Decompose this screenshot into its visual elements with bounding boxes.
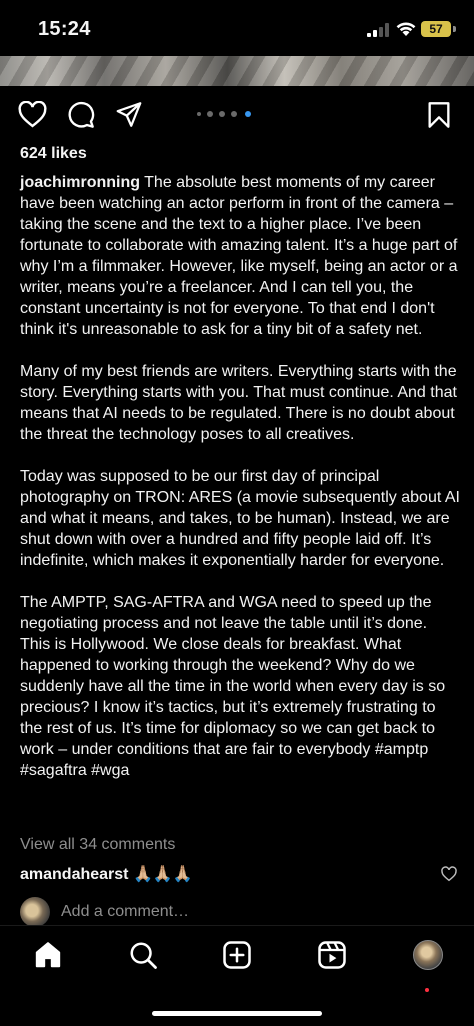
post-caption	[20, 172, 460, 802]
view-all-comments-link[interactable]: View all 34 comments	[20, 836, 176, 853]
reels-icon[interactable]	[317, 940, 347, 970]
cellular-signal-icon	[367, 23, 391, 37]
caption-username[interactable]: joachimronning	[20, 174, 140, 191]
avatar	[20, 897, 50, 927]
carousel-dot	[231, 111, 237, 117]
likes-count[interactable]: 624 likes	[20, 145, 87, 162]
battery-tip	[453, 26, 456, 32]
carousel-dot-active	[245, 111, 251, 117]
carousel-dot	[207, 111, 213, 117]
bookmark-icon[interactable]	[427, 101, 451, 129]
create-icon[interactable]	[222, 940, 252, 970]
post-image[interactable]	[0, 56, 474, 86]
caption-paragraph: Today was supposed to be our first day of principal photography on TRON: ARES (a movie subsequently about AI and what it means, and takes, to be human). Instead, we are shut down with over a hundred and fifty people laid off. It’s indefinite, which makes it exponentially harder for everyone.	[20, 468, 460, 569]
search-icon[interactable]	[128, 940, 158, 970]
status-bar	[0, 0, 474, 56]
top-comment	[20, 864, 193, 884]
caption-paragraph: Many of my best friends are writers. Everything starts with the story. Everything starts with you. That must continue. And that means that AI needs to be regulated. There is no doubt about the threat the technology poses to all creatives.	[20, 363, 457, 443]
carousel-dot	[219, 111, 225, 117]
caption-paragraph: The AMPTP, SAG-AFTRA and WGA need to speed up the negotiating process and not leave the table until it’s done. This is Hollywood. We close deals for breakfast. What happened to working through the weekend? Why do we suddenly have all the time in the world when every day is so precious? I know it’s tactics, but it’s extremely frustrating to the rest of us. It’s time for diplomacy so we can get back to work – under conditions that are fair to everybody #amptp #sagaftra #wga	[20, 594, 446, 779]
notification-dot	[425, 988, 429, 992]
wifi-icon	[395, 20, 417, 37]
comment-like-heart-icon[interactable]	[441, 866, 457, 882]
home-icon[interactable]	[33, 940, 63, 970]
carousel-indicator	[197, 111, 257, 119]
caption-text: The absolute best moments of my career have been watching an actor perform in front of the camera – taking the scene and the text to a higher place. I’ve been fortunate to collaborate with amazing talent. It’s a huge part of why I’m a filmmaker. However, like myself, being an actor or a writer, means you’re a freelancer. And I can tell you, the constant uncertainty is not for everyone. To that end I don't think it's unreasonable to ask for a tiny bit of a safety net.	[20, 174, 458, 338]
heart-icon[interactable]	[18, 101, 47, 128]
status-time: 15:24	[38, 18, 91, 40]
send-icon[interactable]	[115, 101, 143, 128]
comment-username[interactable]: amandahearst	[20, 866, 129, 883]
comment-text: 🙏🏼🙏🏼🙏🏼	[128, 866, 193, 883]
comment-icon[interactable]	[67, 101, 95, 129]
carousel-dot	[197, 112, 201, 116]
caption-paragraph	[20, 172, 460, 340]
battery-indicator: 57	[421, 21, 451, 37]
home-indicator	[152, 1011, 322, 1016]
add-comment-input[interactable]: Add a comment…	[61, 903, 190, 920]
profile-avatar[interactable]	[413, 940, 443, 970]
